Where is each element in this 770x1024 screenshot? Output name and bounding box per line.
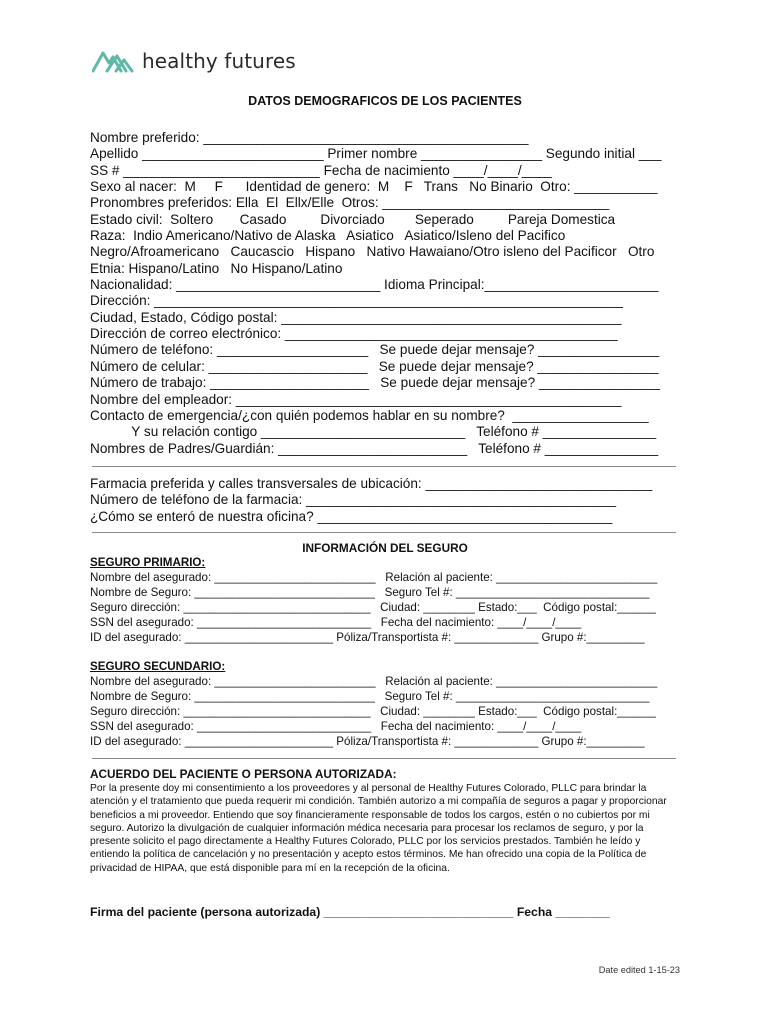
divider bbox=[92, 758, 676, 759]
city-state-zip-field[interactable]: Ciudad, Estado, Código postal: _____________________________________________ bbox=[90, 309, 622, 325]
employer-field[interactable]: Nombre del empleador: ___________________________________________________ bbox=[90, 391, 622, 407]
cell-field[interactable]: Número de celular: _____________________ Se puede dejar mensaje? ________________ bbox=[90, 358, 659, 374]
agreement-title: ACUERDO DEL PACIENTE O PERSONA AUTORIZADA: bbox=[90, 767, 397, 781]
insurance-address-field[interactable]: Seguro dirección: _____________________________ Ciudad: ________ Estado:___ Código postal:______ bbox=[90, 601, 656, 614]
agreement-body: Por la presente doy mi consentimiento a los proveedores y al personal de Healthy Futures Colorado, PLLC para brindar la atención y el tratamiento que pueda requerir mi condición. También autorizo a mi compañía de seguros a pagar y proporcionar beneficios a mi proveedor. Entiendo que soy financieramente responsable de todos los cargos, estén o no cubiertos por mi seguro. Autorizo la divulgación de cualquier información médica necesaria para procesar los reclamos de seguro, y por la presente solicito el pago directamente a Healthy Futures Colorado, PLLC por los servicios prestados. También he leído y entiendo la política de cancelación y no presentación y acepto estos términos. Me han ofrecido una copia de la Política de privacidad de HIPAA, que está disponible para mí en la recepción de la oficina. bbox=[90, 783, 667, 874]
insured-ssn-field[interactable]: SSN del asegurado: ___________________________ Fecha del nacimiento: ____/____/____ bbox=[90, 720, 582, 733]
nationality-language-fields[interactable]: Nacionalidad: ___________________________ Idioma Principal:_______________________ bbox=[90, 277, 659, 293]
pharmacy-field[interactable]: Farmacia preferida y calles transversales de ubicación: ______________________________ bbox=[90, 476, 653, 491]
ssn-dob-fields[interactable]: SS # __________________________ Fecha de nacimiento ____/____/____ bbox=[90, 162, 552, 178]
relationship-field[interactable]: Y su relación contigo ___________________________ Teléfono # _______________ bbox=[90, 424, 657, 440]
secondary-insurance-section bbox=[90, 659, 690, 749]
date-edited: Date edited 1-15-23 bbox=[598, 965, 680, 975]
divider bbox=[92, 466, 676, 467]
race-field[interactable]: Raza: Indio Americano/Nativo de Alaska Asiatico Asiatico/Isleno del Pacifico bbox=[90, 228, 566, 244]
phone-field[interactable]: Número de teléfono: ____________________ Se puede dejar mensaje? ________________ bbox=[90, 342, 660, 358]
logo-text: healthy futures bbox=[142, 49, 296, 73]
insurance-address-field[interactable]: Seguro dirección: _____________________________ Ciudad: ________ Estado:___ Código postal:______ bbox=[90, 705, 656, 718]
name-fields[interactable]: Apellido ________________________ Primer nombre ________________ Segundo initial ___ bbox=[90, 146, 662, 162]
insurance-name-field[interactable]: Nombre de Seguro: ____________________________ Seguro Tel #: ______________________________ bbox=[90, 690, 650, 703]
preferred-name-field[interactable]: Nombre preferido: ___________________________________________ bbox=[90, 130, 529, 145]
work-phone-field[interactable]: Número de trabajo: _____________________ Se puede dejar mensaje? ________________ bbox=[90, 375, 660, 391]
marital-status-field[interactable]: Estado civil: Soltero Casado Divorciado Seperado Pareja Domestica bbox=[90, 211, 616, 227]
primary-insurance-section bbox=[90, 555, 690, 645]
demographics-section bbox=[90, 130, 680, 457]
insured-id-field[interactable]: ID del asegurado: _______________________ Póliza/Transportista #: _____________ Grupo #:_________ bbox=[90, 735, 645, 748]
email-field[interactable]: Dirección de correo electrónico: ____________________________________________ bbox=[90, 326, 618, 342]
insured-name-field[interactable]: Nombre del asegurado: _________________________ Relación al paciente: _________________________ bbox=[90, 571, 658, 584]
secondary-insurance-heading: SEGURO SECUNDARIO: bbox=[90, 660, 226, 673]
page-title: DATOS DEMOGRAFICOS DE LOS PACIENTES bbox=[248, 94, 522, 108]
pharmacy-section bbox=[90, 476, 680, 525]
brand-logo bbox=[92, 48, 296, 74]
insured-ssn-field[interactable]: SSN del asegurado: ___________________________ Fecha del nacimiento: ____/____/____ bbox=[90, 616, 582, 629]
signature-line[interactable]: Firma del paciente (persona autorizada) ____________________________ Fecha ________ bbox=[90, 905, 610, 919]
ethnicity-field[interactable]: Etnia: Hispano/Latino No Hispano/Latino bbox=[90, 260, 343, 276]
address-field[interactable]: Dirección: ______________________________________________________________ bbox=[90, 293, 623, 309]
sex-gender-fields[interactable]: Sexo al nacer: M F Identidad de genero: M F Trans No Binario Otro: ___________ bbox=[90, 179, 658, 195]
hf-mountain-logo-icon bbox=[92, 48, 134, 74]
insured-name-field[interactable]: Nombre del asegurado: _________________________ Relación al paciente: _________________________ bbox=[90, 675, 658, 688]
insurance-name-field[interactable]: Nombre de Seguro: ____________________________ Seguro Tel #: ______________________________ bbox=[90, 586, 650, 599]
emergency-contact-field[interactable]: Contacto de emergencia/¿con quién podemos hablar en su nombre? __________________ bbox=[90, 407, 649, 423]
pharmacy-phone-field[interactable]: Número de teléfono de la farmacia: _________________________________________ bbox=[90, 492, 617, 508]
pronouns-field[interactable]: Pronombres preferidos: Ella El Ellx/Elle Otros: ______________________________ bbox=[90, 195, 610, 211]
insured-id-field[interactable]: ID del asegurado: _______________________ Póliza/Transportista #: _____________ Grupo #:_________ bbox=[90, 631, 645, 644]
guardian-field[interactable]: Nombres de Padres/Guardián: _________________________ Teléfono # _______________ bbox=[90, 440, 659, 456]
insurance-title: INFORMACIÓN DEL SEGURO bbox=[302, 541, 468, 555]
referral-source-field[interactable]: ¿Cómo se enteró de nuestra oficina? _______________________________________ bbox=[90, 508, 613, 524]
race-field-continued[interactable]: Negro/Afroamericano Caucascio Hispano Nativo Hawaiano/Otro isleno del Pacificor Otro bbox=[90, 244, 655, 260]
divider bbox=[92, 532, 676, 533]
primary-insurance-heading: SEGURO PRIMARIO: bbox=[90, 556, 206, 569]
